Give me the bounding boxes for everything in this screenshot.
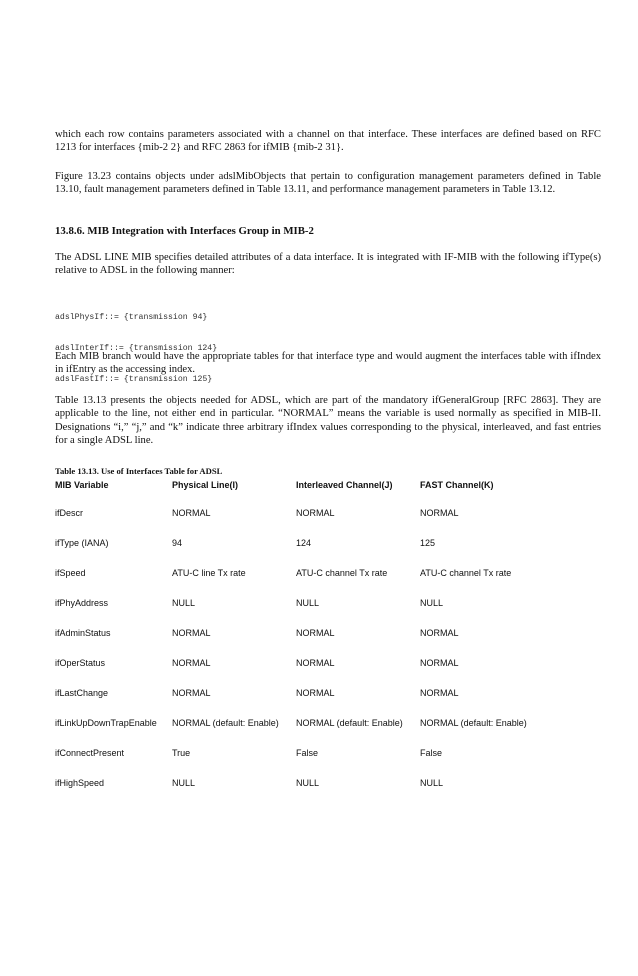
paragraph-table-description: Table 13.13 presents the objects needed for ADSL, which are part of the mandatory ifGeneralGroup [RFC 2863]. They are applicable to the line, not either end in particular. “NORMAL” means the variable is used normally as specified in MIB-II. Designations “i,” “j,” and “k” indicate three arbitrary ifIndex values corresponding to the physical, interleaved, and fast entries for a single ADSL line. <box>55 395 601 447</box>
table-cell: 94 <box>172 538 183 548</box>
column-header: MIB Variable <box>55 480 109 490</box>
table-cell: ifDescr <box>55 508 84 518</box>
table-row <box>55 718 615 748</box>
table-cell: NORMAL <box>172 628 211 638</box>
table-cell: ifLinkUpDownTrapEnable <box>55 718 157 728</box>
table-cell: ifLastChange <box>55 688 109 698</box>
table-cell: NULL <box>296 778 320 788</box>
table-row <box>55 628 615 658</box>
table-cell: 125 <box>420 538 436 548</box>
table-cell: NORMAL <box>296 508 335 518</box>
table-cell: NORMAL <box>420 658 459 668</box>
table-cell: NORMAL <box>296 658 335 668</box>
table-row <box>55 568 615 598</box>
section-heading: 13.8.6. MIB Integration with Interfaces Group in MIB-2 <box>55 225 314 237</box>
table-cell: NORMAL <box>420 628 459 638</box>
column-header: Physical Line(I) <box>172 480 239 490</box>
paragraph-intro: which each row contains parameters associated with a channel on that interface. These interfaces are defined based on RFC 1213 for interfaces {mib-2 2} and RFC 2863 for ifMIB {mib-2 31}. <box>55 129 601 154</box>
table-cell: NULL <box>420 778 444 788</box>
table-row <box>55 508 615 538</box>
code-line: adslInterIf::= {transmission 124} <box>55 344 218 354</box>
table-cell: False <box>420 748 443 758</box>
table-cell: NORMAL <box>420 508 459 518</box>
table-cell: ATU-C line Tx rate <box>172 568 246 578</box>
table-cell: NORMAL (default: Enable) <box>296 718 403 728</box>
table-row <box>55 778 615 808</box>
table-cell: NORMAL <box>296 688 335 698</box>
table-row <box>55 598 615 628</box>
table-cell: NORMAL (default: Enable) <box>172 718 279 728</box>
table-cell: ATU-C channel Tx rate <box>296 568 388 578</box>
table-cell: NULL <box>296 598 320 608</box>
table-cell: ifSpeed <box>55 568 86 578</box>
column-header: FAST Channel(K) <box>420 480 494 490</box>
table-cell: NULL <box>420 598 444 608</box>
table-row <box>55 748 615 778</box>
table-cell: NORMAL <box>172 508 211 518</box>
table-cell: NORMAL <box>172 688 211 698</box>
table-cell: ifConnectPresent <box>55 748 125 758</box>
table-cell: NORMAL <box>296 628 335 638</box>
table-cell: NULL <box>172 598 196 608</box>
table-row <box>55 538 615 568</box>
table-cell: NULL <box>172 778 196 788</box>
table-cell: ATU-C channel Tx rate <box>420 568 512 578</box>
paragraph-adsl-line-mib: The ADSL LINE MIB specifies detailed attributes of a data interface. It is integrated with IF-MIB with the following ifType(s) relative to ADSL in the following manner: <box>55 252 601 277</box>
paragraph-figure-reference: Figure 13.23 contains objects under adslMibObjects that pertain to configuration management parameters defined in Table 13.10, fault management parameters defined in Table 13.11, and performance management parameters in Table 13.12. <box>55 171 601 196</box>
column-header: Interleaved Channel(J) <box>296 480 393 490</box>
code-line: adslFastIf::= {transmission 125} <box>55 375 213 385</box>
paragraph-mib-branch: Each MIB branch would have the appropriate tables for that interface type and would augment the interfaces table with ifIndex in ifEntry as the accessing index. <box>55 351 601 376</box>
table-cell: ifAdminStatus <box>55 628 111 638</box>
interfaces-table <box>55 480 615 808</box>
table-cell: ifType (IANA) <box>55 538 109 548</box>
table-cell: ifPhyAddress <box>55 598 109 608</box>
table-cell: True <box>172 748 191 758</box>
table-cell: NORMAL (default: Enable) <box>420 718 527 728</box>
table-cell: 124 <box>296 538 312 548</box>
table-header-row <box>55 480 615 508</box>
table-cell: False <box>296 748 319 758</box>
table-cell: NORMAL <box>420 688 459 698</box>
table-row <box>55 688 615 718</box>
table-cell: ifOperStatus <box>55 658 106 668</box>
table-row <box>55 658 615 688</box>
table-caption: Table 13.13. Use of Interfaces Table for ADSL <box>55 466 223 476</box>
table-cell: ifHighSpeed <box>55 778 105 788</box>
code-line: adslPhysIf::= {transmission 94} <box>55 312 208 322</box>
table-cell: NORMAL <box>172 658 211 668</box>
